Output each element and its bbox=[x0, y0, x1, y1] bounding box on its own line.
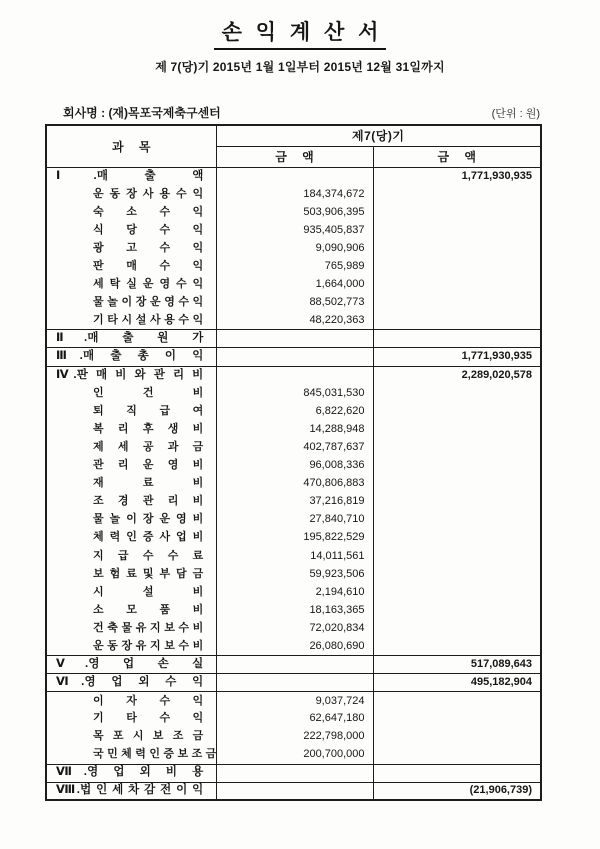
table-row bbox=[46, 674, 541, 692]
account-label: 복 리 후 생 비 bbox=[93, 422, 204, 435]
table-row bbox=[46, 692, 541, 710]
account-label: 물 놀 이 장 운 영 비 bbox=[93, 513, 204, 526]
table-row bbox=[46, 402, 541, 420]
account-label: 지 급 수 수 료 bbox=[93, 549, 204, 562]
table-row bbox=[46, 257, 541, 275]
table-row bbox=[46, 583, 541, 601]
account-label: 목 포 시 보 조 금 bbox=[93, 730, 204, 743]
table-row bbox=[46, 511, 541, 529]
account-label: 건 축 물 유 지 보 수 비 bbox=[93, 621, 204, 634]
table-row bbox=[46, 656, 541, 674]
table-row bbox=[46, 420, 541, 438]
account-label: 숙 소 수 익 bbox=[93, 205, 204, 218]
table-row bbox=[46, 764, 541, 782]
column-header-account: 과 목 bbox=[46, 125, 216, 167]
amount-value: 935,405,837 bbox=[303, 223, 365, 236]
amount-value: 402,787,637 bbox=[303, 440, 365, 453]
amount-value: 195,822,529 bbox=[303, 531, 365, 544]
amount-value: 88,502,773 bbox=[309, 296, 365, 309]
table-row bbox=[46, 710, 541, 728]
table-row bbox=[46, 475, 541, 493]
amount-value: (21,906,739) bbox=[469, 784, 533, 797]
document-period-subtitle: 제 7(당)기 2015년 1월 1일부터 2015년 12월 31일까지 bbox=[155, 60, 445, 74]
amount-value: 1,771,930,935 bbox=[461, 350, 533, 363]
amount-value: 37,216,819 bbox=[309, 495, 365, 508]
account-label: 판 매 수 익 bbox=[93, 260, 204, 273]
amount-value: 6,822,620 bbox=[315, 404, 365, 417]
document-title: 손 익 계 산 서 bbox=[214, 16, 387, 50]
amount-value: 1,771,930,935 bbox=[461, 169, 533, 182]
table-row bbox=[46, 438, 541, 456]
amount-value: 845,031,530 bbox=[303, 386, 365, 399]
amount-value: 517,089,643 bbox=[470, 658, 533, 671]
amount-value: 59,923,506 bbox=[309, 567, 365, 580]
account-label: 시 설 비 bbox=[93, 585, 204, 598]
account-label: 보 험 료 및 부 담 금 bbox=[93, 567, 204, 580]
amount-value: 222,798,000 bbox=[303, 730, 365, 743]
account-label: 광 고 수 익 bbox=[93, 241, 204, 254]
amount-value: 1,664,000 bbox=[315, 278, 365, 291]
account-label: 이 자 수 익 bbox=[93, 694, 204, 707]
amount-value: 9,037,724 bbox=[315, 694, 365, 707]
account-label: Ⅵ.영 업 외 수 익 bbox=[56, 675, 204, 688]
title-block bbox=[0, 0, 600, 50]
account-label: 물 놀 이 장 운 영 수 익 bbox=[93, 296, 204, 309]
amount-value: 503,906,395 bbox=[303, 205, 365, 218]
account-label: Ⅱ.매 출 원 가 bbox=[56, 332, 204, 345]
amount-value: 2,194,610 bbox=[315, 585, 365, 598]
table-row bbox=[46, 493, 541, 511]
table-row bbox=[46, 457, 541, 475]
amount-value: 27,840,710 bbox=[309, 513, 365, 526]
table-row bbox=[46, 330, 541, 348]
statement-body bbox=[46, 167, 541, 800]
table-row bbox=[46, 185, 541, 203]
account-label: Ⅳ.판 매 비 와 관 리 비 bbox=[56, 368, 204, 381]
amount-value: 72,020,834 bbox=[309, 621, 365, 634]
table-row bbox=[46, 746, 541, 764]
table-row bbox=[46, 782, 541, 800]
table-row bbox=[46, 221, 541, 239]
table-row bbox=[46, 637, 541, 655]
account-label: 퇴 직 급 여 bbox=[93, 404, 204, 417]
table-row bbox=[46, 239, 541, 257]
amount-value: 470,806,883 bbox=[303, 477, 365, 490]
account-label: 제 세 공 과 금 bbox=[93, 440, 204, 453]
amount-value: 14,288,948 bbox=[309, 422, 365, 435]
table-row bbox=[46, 312, 541, 330]
account-label: 소 모 품 비 bbox=[93, 603, 204, 616]
table-row bbox=[46, 384, 541, 402]
table-row bbox=[46, 366, 541, 384]
company-name: 회사명 : (재)목포국제축구센터 bbox=[63, 106, 221, 120]
table-row bbox=[46, 728, 541, 746]
amount-value: 9,090,906 bbox=[315, 241, 365, 254]
account-label: Ⅷ.법 인 세 차 감 전 이 익 bbox=[56, 784, 204, 797]
account-label: Ⅶ.영 업 외 비 용 bbox=[56, 766, 204, 779]
column-header-amount1: 금 액 bbox=[216, 146, 373, 167]
amount-value: 48,220,363 bbox=[309, 314, 365, 327]
account-label: 식 당 수 익 bbox=[93, 223, 204, 236]
table-row bbox=[46, 547, 541, 565]
amount-value: 14,011,561 bbox=[310, 549, 365, 562]
account-label: 세 탁 실 운 영 수 익 bbox=[93, 278, 204, 291]
amount-value: 765,989 bbox=[324, 260, 365, 273]
amount-value: 495,182,904 bbox=[470, 676, 533, 689]
account-label: 기 타 수 익 bbox=[93, 712, 204, 725]
table-row bbox=[46, 348, 541, 366]
account-label: Ⅲ.매 출 총 이 익 bbox=[56, 350, 204, 363]
table-row bbox=[46, 601, 541, 619]
unit-label: (단위 : 원) bbox=[491, 108, 540, 120]
table-row bbox=[46, 294, 541, 312]
amount-value: 96,008,336 bbox=[309, 459, 365, 472]
table-row bbox=[46, 619, 541, 637]
table-row bbox=[46, 565, 541, 583]
amount-value: 200,700,000 bbox=[303, 748, 365, 761]
account-label: 재 료 비 bbox=[93, 477, 204, 490]
account-label: 국 민 체 력 인 증 보 조 금 bbox=[93, 748, 216, 761]
column-header-period: 제7(당)기 bbox=[216, 125, 541, 146]
account-label: 관 리 운 영 비 bbox=[93, 459, 204, 472]
income-statement-table bbox=[45, 124, 542, 801]
amount-value: 2,289,020,578 bbox=[461, 368, 533, 381]
amount-value: 26,080,690 bbox=[309, 639, 365, 652]
account-label: Ⅴ.영 업 손 실 bbox=[56, 657, 204, 670]
account-label: 인 건 비 bbox=[93, 386, 204, 399]
amount-value: 18,163,365 bbox=[309, 603, 365, 616]
account-label: Ⅰ.매 출 액 bbox=[56, 169, 204, 182]
account-label: 체 력 인 증 사 업 비 bbox=[93, 531, 204, 544]
account-label: 기 타 시 설 사 용 수 익 bbox=[93, 314, 204, 327]
table-header bbox=[46, 125, 541, 167]
column-header-amount2: 금 액 bbox=[373, 146, 541, 167]
account-label: 운 동 장 사 용 수 익 bbox=[93, 187, 204, 200]
account-label: 운 동 장 유 지 보 수 비 bbox=[93, 639, 204, 652]
amount-value: 62,647,180 bbox=[309, 712, 365, 725]
account-label: 조 경 관 리 비 bbox=[93, 495, 204, 508]
meta-row bbox=[45, 104, 540, 121]
table-row bbox=[46, 167, 541, 185]
table-row bbox=[46, 203, 541, 221]
table-row bbox=[46, 276, 541, 294]
amount-value: 184,374,672 bbox=[303, 187, 365, 200]
table-row bbox=[46, 529, 541, 547]
